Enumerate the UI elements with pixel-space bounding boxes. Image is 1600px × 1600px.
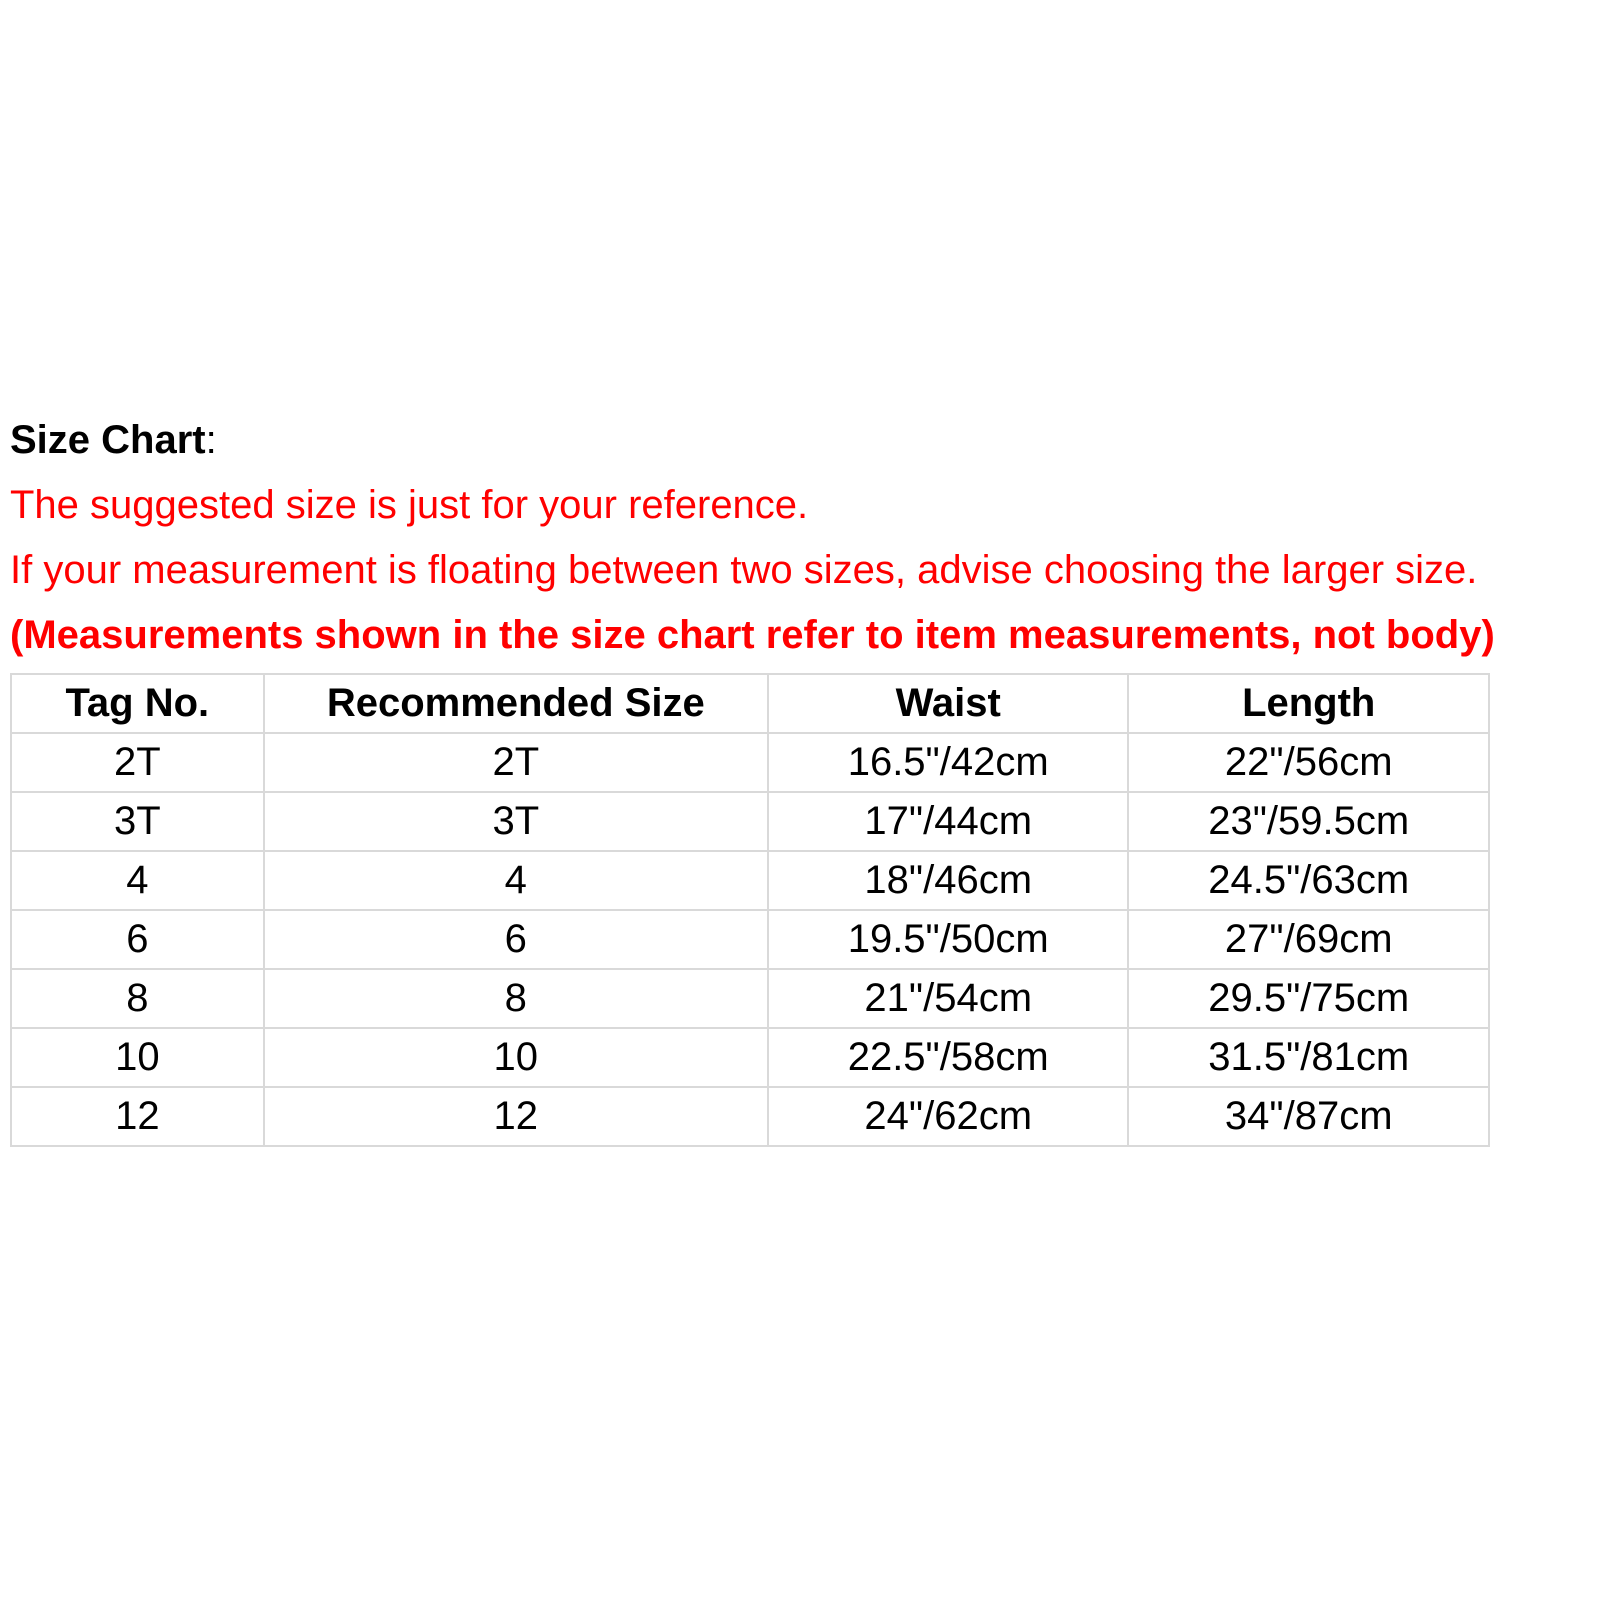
table-row — [11, 910, 1489, 969]
length-cell: 34"/87cm — [1128, 1087, 1489, 1146]
tag-no-cell: 4 — [11, 851, 264, 910]
page-title: Size Chart — [10, 418, 206, 462]
length-cell: 22"/56cm — [1128, 733, 1489, 792]
reference-note: The suggested size is just for your reference. — [10, 483, 809, 527]
recommended-size-cell: 12 — [264, 1087, 768, 1146]
recommended-size-cell: 4 — [264, 851, 768, 910]
header-waist: Waist — [768, 674, 1129, 733]
recommended-size-cell: 8 — [264, 969, 768, 1028]
tag-no-cell: 6 — [11, 910, 264, 969]
waist-cell: 24"/62cm — [768, 1087, 1129, 1146]
waist-cell: 21"/54cm — [768, 969, 1129, 1028]
waist-cell: 16.5"/42cm — [768, 733, 1129, 792]
tag-no-cell: 12 — [11, 1087, 264, 1146]
length-cell: 27"/69cm — [1128, 910, 1489, 969]
waist-cell: 22.5"/58cm — [768, 1028, 1129, 1087]
size-table — [10, 673, 1490, 1147]
waist-cell: 17"/44cm — [768, 792, 1129, 851]
header-tag-no: Tag No. — [11, 674, 264, 733]
tag-no-cell: 10 — [11, 1028, 264, 1087]
measurement-disclaimer: (Measurements shown in the size chart refer to item measurements, not body) — [10, 613, 1495, 657]
table-row — [11, 851, 1489, 910]
recommended-size-cell: 2T — [264, 733, 768, 792]
length-cell: 23"/59.5cm — [1128, 792, 1489, 851]
length-cell: 31.5"/81cm — [1128, 1028, 1489, 1087]
table-row — [11, 733, 1489, 792]
title-colon: : — [205, 418, 217, 462]
waist-cell: 19.5"/50cm — [768, 910, 1129, 969]
tag-no-cell: 8 — [11, 969, 264, 1028]
table-row — [11, 1028, 1489, 1087]
tag-no-cell: 3T — [11, 792, 264, 851]
sizing-advice-note: If your measurement is floating between two sizes, advise choosing the larger size. — [10, 548, 1478, 592]
header-length: Length — [1128, 674, 1489, 733]
table-row — [11, 969, 1489, 1028]
length-cell: 24.5"/63cm — [1128, 851, 1489, 910]
size-chart-heading — [10, 420, 1595, 460]
recommended-size-cell: 3T — [264, 792, 768, 851]
recommended-size-cell: 6 — [264, 910, 768, 969]
table-row — [11, 1087, 1489, 1146]
tag-no-cell: 2T — [11, 733, 264, 792]
header-recommended-size: Recommended Size — [264, 674, 768, 733]
recommended-size-cell: 10 — [264, 1028, 768, 1087]
size-chart-section — [10, 420, 1595, 1147]
waist-cell: 18"/46cm — [768, 851, 1129, 910]
table-header-row — [11, 674, 1489, 733]
length-cell: 29.5"/75cm — [1128, 969, 1489, 1028]
table-row — [11, 792, 1489, 851]
